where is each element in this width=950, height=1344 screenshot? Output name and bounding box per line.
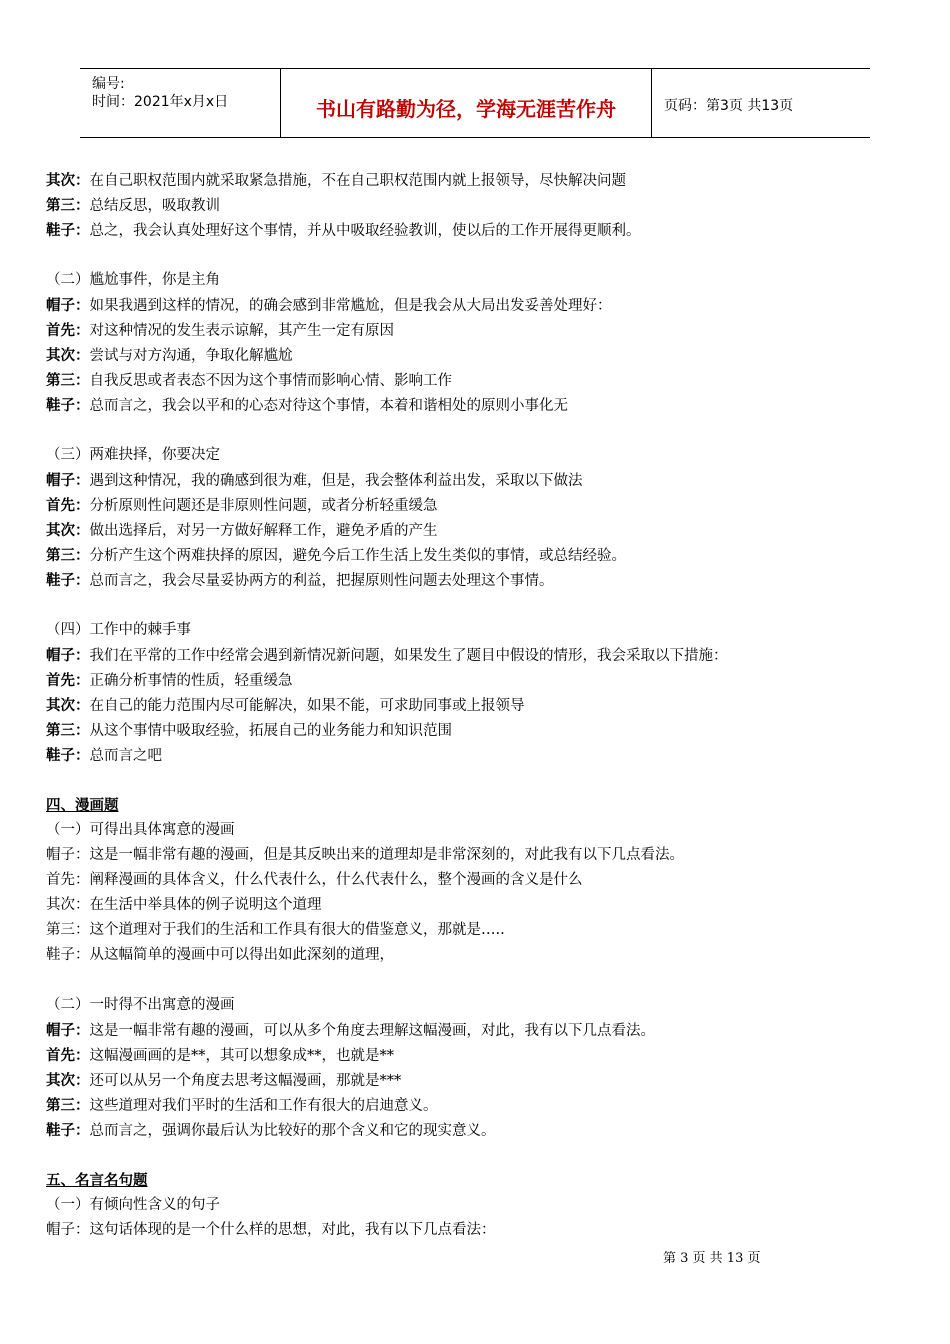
line-text: 对这种情况的发生表示谅解，其产生一定有原因 [89, 323, 394, 339]
header-info-cell [80, 69, 281, 137]
text-line [46, 1018, 906, 1043]
text-line [46, 293, 906, 318]
line-text: 我们在平常的工作中经常会遇到新情况新问题，如果发生了题目中假设的情形，我会采取以下措施： [89, 648, 728, 664]
line-text: 总而言之，我会以平和的心态对待这个事情，本着和谐相处的原则小事化无 [89, 398, 568, 414]
line-text: 第三：这个道理对于我们的生活和工作具有很大的借鉴意义，那就是….. [46, 922, 505, 938]
text-line [46, 168, 906, 193]
paragraph-gap [46, 768, 906, 793]
line-text: 遇到这种情况，我的确感到很为难，但是，我会整体利益出发，采取以下做法 [89, 473, 583, 489]
header-motto-cell [281, 69, 652, 137]
line-text: 总之，我会认真处理好这个事情，并从中吸取经验教训，使以后的工作开展得更顺利。 [89, 223, 641, 239]
text-line [46, 468, 906, 493]
text-line [46, 643, 906, 668]
line-label: 鞋子： [46, 222, 90, 239]
line-text: 在自己的能力范围内尽可能解决，如果不能，可求助同事或上报领导 [89, 698, 525, 714]
line-text: （一）可得出具体寓意的漫画 [46, 822, 235, 838]
text-line [46, 718, 906, 743]
text-line [46, 843, 906, 868]
text-line [46, 543, 906, 568]
line-text: 还可以从另一个角度去思考这幅漫画，那就是*** [89, 1073, 402, 1089]
line-label: 首先： [46, 1047, 90, 1064]
text-line [46, 268, 906, 293]
line-label: 鞋子： [46, 1122, 90, 1139]
line-text: 如果我遇到这样的情况，的确会感到非常尴尬，但是我会从大局出发妥善处理好： [89, 298, 612, 314]
line-label: 帽子： [46, 297, 90, 314]
document-body [46, 168, 906, 1243]
line-label: 其次： [46, 697, 90, 714]
paragraph-gap [46, 1143, 906, 1168]
line-text: 总结反思，吸取教训 [89, 198, 220, 214]
line-label: 第三： [46, 547, 90, 564]
line-label: 首先： [46, 672, 90, 689]
line-text: （一）有倾向性含义的句子 [46, 1197, 220, 1213]
page-number-label: 页码：第3页 共13页 [664, 98, 794, 114]
text-line [46, 193, 906, 218]
line-text: 这幅漫画画的是**，其可以想象成**，也就是** [89, 1048, 394, 1064]
text-line [46, 1093, 906, 1118]
line-text: 总而言之，我会尽量妥协两方的利益，把握原则性问题去处理这个事情。 [89, 573, 554, 589]
line-label: 第三： [46, 722, 90, 739]
text-line [46, 343, 906, 368]
section-heading: 五、名言名句题 [46, 1172, 148, 1189]
text-line [46, 668, 906, 693]
line-text: 尝试与对方沟通，争取化解尴尬 [89, 348, 293, 364]
line-label: 鞋子： [46, 397, 90, 414]
line-text: 这是一幅非常有趣的漫画，可以从多个角度去理解这幅漫画，对此，我有以下几点看法。 [89, 1023, 655, 1039]
line-label: 鞋子： [46, 572, 90, 589]
line-text: （二）一时得不出寓意的漫画 [46, 997, 235, 1013]
line-label: 其次： [46, 1072, 90, 1089]
line-label: 其次： [46, 522, 90, 539]
line-text: 总而言之吧 [89, 748, 162, 764]
line-text: 在自己职权范围内就采取紧急措施，不在自己职权范围内就上报领导，尽快解决问题 [89, 173, 626, 189]
text-line [46, 618, 906, 643]
text-line [46, 918, 906, 943]
text-line [46, 1193, 906, 1218]
line-text: （四）工作中的棘手事 [46, 622, 191, 638]
line-text: 其次：在生活中举具体的例子说明这个道理 [46, 897, 322, 913]
text-line [46, 818, 906, 843]
line-label: 首先： [46, 497, 90, 514]
text-line [46, 868, 906, 893]
text-line [46, 993, 906, 1018]
text-line [46, 943, 906, 968]
line-text: 自我反思或者表态不因为这个事情而影响心情、影响工作 [89, 373, 452, 389]
line-label: 帽子： [46, 472, 90, 489]
paragraph-gap [46, 418, 906, 443]
document-date: 时间：2021年x月x日 [92, 94, 229, 110]
line-text: 分析产生这个两难抉择的原因，避免今后工作生活上发生类似的事情，或总结经验。 [89, 548, 626, 564]
line-text: 分析原则性问题还是非原则性问题，或者分析轻重缓急 [89, 498, 438, 514]
paragraph-gap [46, 968, 906, 993]
line-label: 首先： [46, 322, 90, 339]
line-label: 其次： [46, 172, 90, 189]
header-page-cell [652, 69, 870, 137]
section-heading: 四、漫画题 [46, 797, 119, 814]
paragraph-gap [46, 243, 906, 268]
text-line [46, 218, 906, 243]
line-label: 帽子： [46, 1022, 90, 1039]
text-line [46, 693, 906, 718]
line-label: 第三： [46, 372, 90, 389]
text-line [46, 393, 906, 418]
line-text: 帽子：这是一幅非常有趣的漫画，但是其反映出来的道理却是非常深刻的，对此我有以下几点看法。 [46, 847, 684, 863]
text-line [46, 1043, 906, 1068]
line-text: 总而言之，强调你最后认为比较好的那个含义和它的现实意义。 [89, 1123, 496, 1139]
text-line [46, 518, 906, 543]
text-line [46, 368, 906, 393]
line-label: 其次： [46, 347, 90, 364]
text-line [46, 493, 906, 518]
line-text: （二）尴尬事件，你是主角 [46, 272, 220, 288]
text-line [46, 893, 906, 918]
text-line [46, 568, 906, 593]
text-line [46, 318, 906, 343]
page-header [80, 68, 870, 138]
page-footer: 第 3 页 共 13 页 [663, 1251, 761, 1266]
line-label: 鞋子： [46, 747, 90, 764]
document-number: 编号: [92, 76, 125, 92]
text-line [46, 1218, 906, 1243]
header-motto: 书山有路勤为径，学海无涯苦作舟 [316, 97, 616, 121]
text-line [46, 1068, 906, 1093]
line-text: 从这个事情中吸取经验，拓展自己的业务能力和知识范围 [89, 723, 452, 739]
text-line [46, 743, 906, 768]
paragraph-gap [46, 593, 906, 618]
line-label: 第三： [46, 1097, 90, 1114]
line-text: 首先：阐释漫画的具体含义，什么代表什么，什么代表什么，整个漫画的含义是什么 [46, 872, 583, 888]
line-text: 正确分析事情的性质，轻重缓急 [89, 673, 293, 689]
line-label: 第三： [46, 197, 90, 214]
text-line [46, 443, 906, 468]
line-text: （三）两难抉择，你要决定 [46, 447, 220, 463]
line-label: 帽子： [46, 647, 90, 664]
line-text: 这些道理对我们平时的生活和工作有很大的启迪意义。 [89, 1098, 438, 1114]
line-text: 帽子：这句话体现的是一个什么样的思想，对此，我有以下几点看法： [46, 1222, 496, 1238]
line-text: 做出选择后，对另一方做好解释工作，避免矛盾的产生 [89, 523, 438, 539]
text-line [46, 1118, 906, 1143]
line-text: 鞋子：从这幅简单的漫画中可以得出如此深刻的道理， [46, 947, 394, 963]
